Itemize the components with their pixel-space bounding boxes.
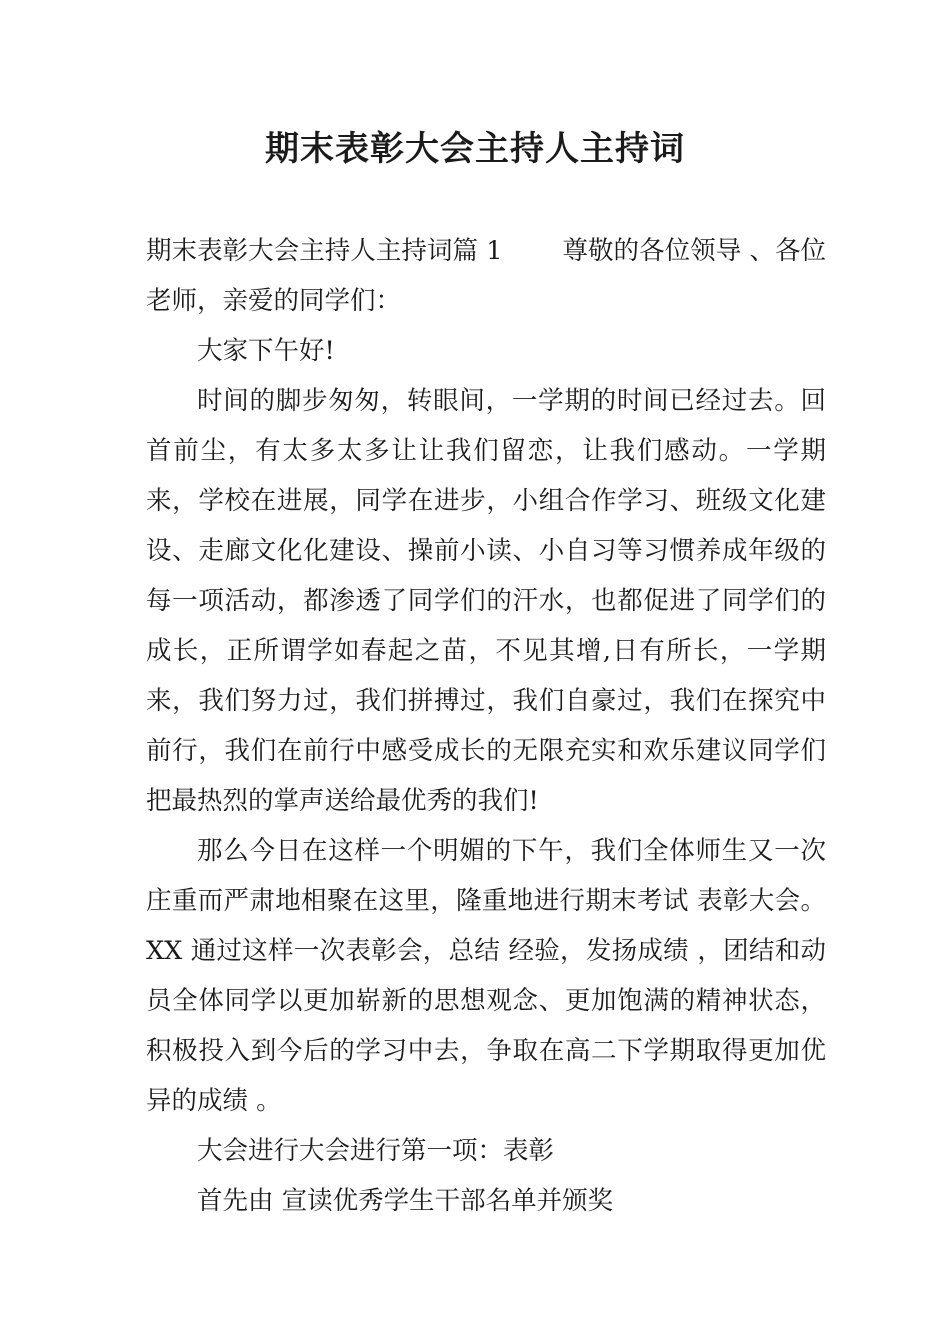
paragraph-opening — [146, 226, 826, 326]
paragraph-meeting: 那么今日在这样一个明媚的下午，我们全体师生又一次庄重而严肃地相聚在这里，隆重地进行期末考试 表彰大会。XX 通过这样一次表彰会，总结 经验，发扬成绩 ，团结和动员全体同学以更加崭新的思想观念、更加饱满的精神状态，积极投入到今后的学习中去，争取在高二下学期取得更加优异的成绩 。 — [146, 836, 826, 1116]
salutation-text: 尊敬的各位领导 、各位老师，亲爱的同学们： — [146, 236, 826, 316]
paragraph-award-announcement: 首先由 宣读优秀学生干部名单并颁奖 — [197, 1186, 614, 1216]
paragraph-agenda-item: 大会进行大会进行第一项：表彰 — [197, 1136, 555, 1166]
paragraph-review: 时间的脚步匆匆，转眼间，一学期的时间已经过去。回首前尘，有太多太多让让我们留恋，让我们感动。一学期来，学校在进展，同学在进步，小组合作学习、班级文化建设、走廊文化化建设、操前小读、小自习等习惯养成年级的每一项活动，都渗透了同学们的汗水，也都促进了同学们的成长，正所谓学如春起之苗，不见其增,日有所长，一学期来，我们努力过，我们拼搏过，我们自豪过，我们在探究中前行，我们在前行中感受成长的无限充实和欢乐建议同学们把最热烈的掌声送给最优秀的我们! — [146, 386, 826, 816]
document-body — [146, 226, 826, 1226]
section-heading: 期末表彰大会主持人主持词篇 1 — [146, 236, 503, 266]
paragraph-greeting: 大家下午好! — [197, 336, 335, 366]
document-title: 期末表彰大会主持人主持词 — [265, 129, 685, 169]
